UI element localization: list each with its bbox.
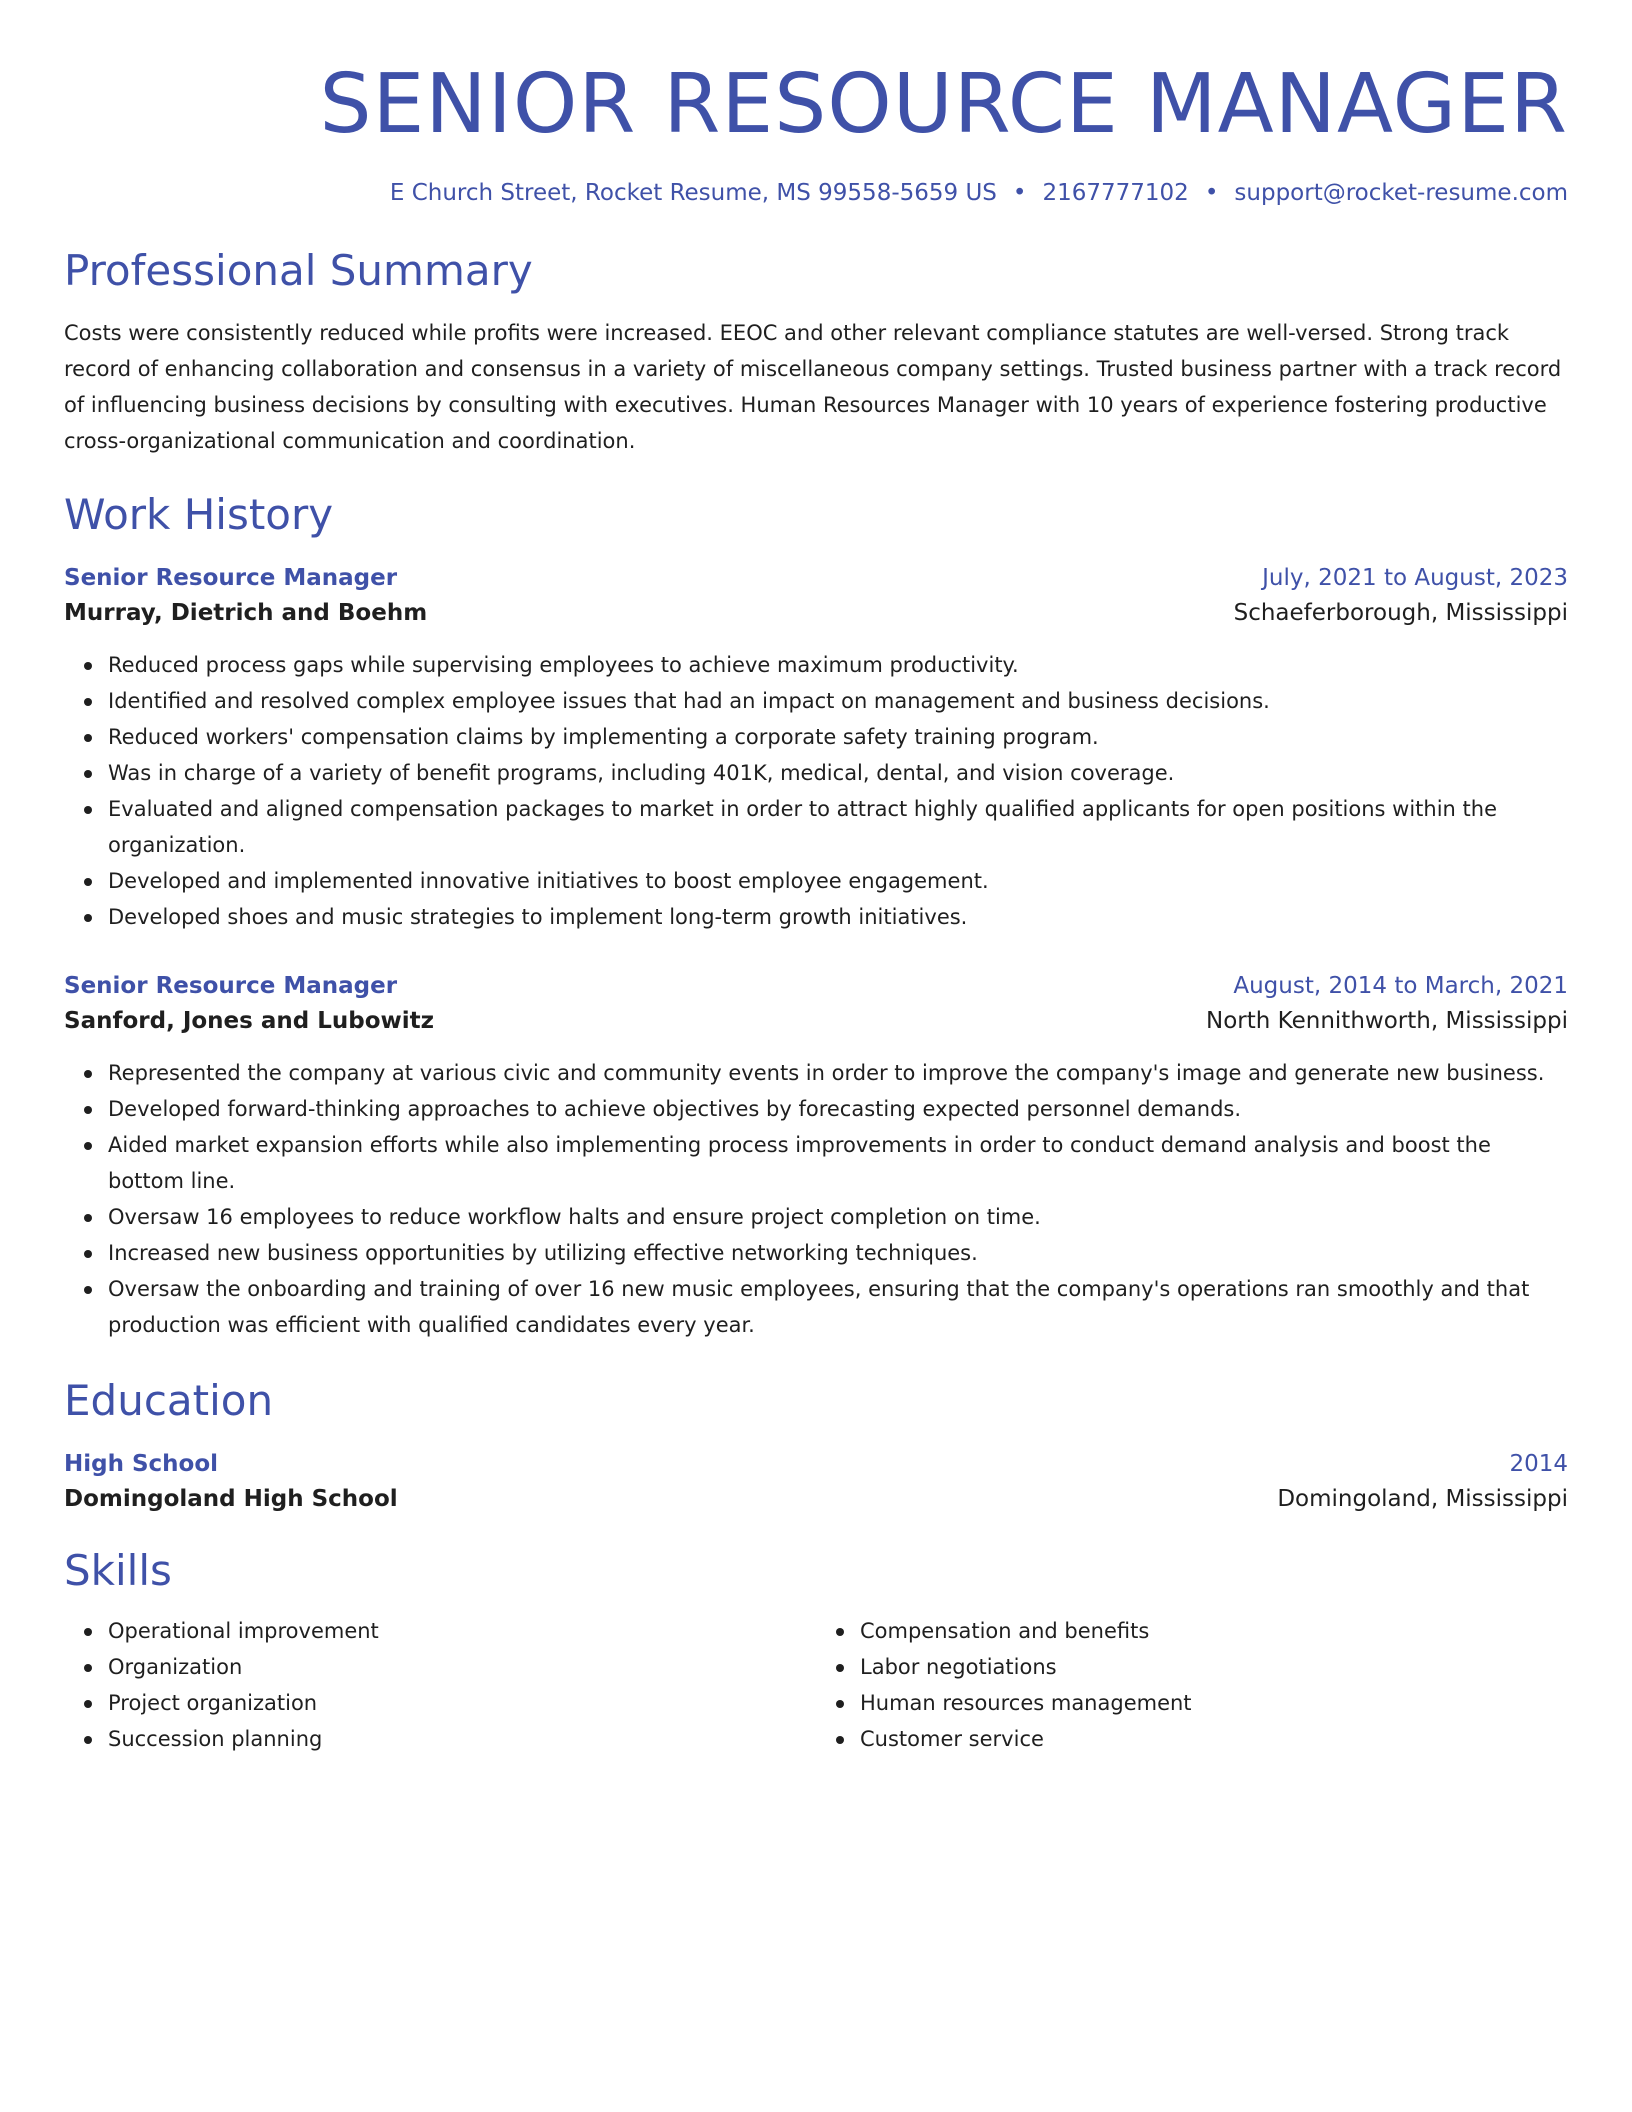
skill-item: Labor negotiations: [860, 1649, 1568, 1685]
job-bullet: Reduced workers' compensation claims by implementing a corporate safety training program.: [108, 719, 1568, 755]
skill-item: Customer service: [860, 1721, 1568, 1757]
education-school-row: [64, 1481, 1568, 1517]
job-bullet: Developed shoes and music strategies to implement long-term growth initiatives.: [108, 899, 1568, 935]
job-bullet: Oversaw 16 employees to reduce workflow halts and ensure project completion on time.: [108, 1199, 1568, 1235]
job-role: Senior Resource Manager: [64, 565, 398, 591]
job-bullet: Evaluated and aligned compensation packages to market in order to attract highly qualified applicants for open positions within the organization.: [108, 791, 1568, 863]
skill-item: Human resources management: [860, 1685, 1568, 1721]
job-bullet: Oversaw the onboarding and training of over 16 new music employees, ensuring that the company's operations ran smoothly and that production was efficient with qualified candidates every year.: [108, 1271, 1568, 1343]
section-heading-education: Education: [64, 1376, 274, 1425]
job-company-row: [64, 1003, 1568, 1039]
contact-email: support@rocket-resume.com: [1234, 180, 1568, 206]
job-bullet: Developed forward-thinking approaches to achieve objectives by forecasting expected personnel demands.: [108, 1091, 1568, 1127]
job-bullet: Identified and resolved complex employee issues that had an impact on management and business decisions.: [108, 683, 1568, 719]
skill-item: Organization: [108, 1649, 816, 1685]
education-location: Domingoland, Mississippi: [1277, 1486, 1568, 1512]
job-bullet-list: [64, 1055, 1568, 1343]
job-bullet: Increased new business opportunities by utilizing effective networking techniques.: [108, 1235, 1568, 1271]
skills-grid: [64, 1613, 1568, 1757]
section-heading-summary: Professional Summary: [64, 246, 533, 295]
job-location: Schaeferborough, Mississippi: [1233, 600, 1568, 626]
job-header-row: [64, 561, 1568, 595]
contact-separator: •: [1012, 180, 1027, 206]
education-year: 2014: [1509, 1451, 1568, 1477]
job-company-row: [64, 595, 1568, 631]
contact-address: E Church Street, Rocket Resume, MS 99558-5659 US: [389, 180, 997, 206]
job-company: Murray, Dietrich and Boehm: [64, 600, 428, 626]
job-header-row: [64, 969, 1568, 1003]
job-bullet: Developed and implemented innovative initiatives to boost employee engagement.: [108, 863, 1568, 899]
contact-separator: •: [1204, 180, 1219, 206]
contact-line: [64, 177, 1568, 209]
section-heading-skills: Skills: [64, 1546, 172, 1595]
job-bullet: Represented the company at various civic and community events in order to improve the company's image and generate new business.: [108, 1055, 1568, 1091]
job-bullet-list: [64, 647, 1568, 935]
skills-column-right: [816, 1613, 1568, 1757]
education-degree: High School: [64, 1451, 219, 1477]
job-location: North Kennithworth, Mississippi: [1206, 1008, 1568, 1034]
skill-item: Operational improvement: [108, 1613, 816, 1649]
job-entry: [64, 561, 1568, 935]
skill-item: Succession planning: [108, 1721, 816, 1757]
education-school: Domingoland High School: [64, 1486, 398, 1512]
resume-title: SENIOR RESOURCE MANAGER: [319, 57, 1568, 152]
contact-phone: 2167777102: [1042, 180, 1189, 206]
skill-item: Project organization: [108, 1685, 816, 1721]
job-dates: July, 2021 to August, 2023: [1262, 565, 1568, 591]
summary-text: Costs were consistently reduced while profits were increased. EEOC and other relevant compliance statutes are well-versed. Strong track record of enhancing collaboration and consensus in a variety of miscellaneous company settings. Trusted business partner with a track record of influencing business decisions by consulting with executives. Human Resources Manager with 10 years of experience fostering productive cross-organizational communication and coordination.: [64, 321, 1562, 453]
job-entry: [64, 969, 1568, 1343]
job-role: Senior Resource Manager: [64, 973, 398, 999]
job-bullet: Was in charge of a variety of benefit programs, including 401K, medical, dental, and vision coverage.: [108, 755, 1568, 791]
job-dates: August, 2014 to March, 2021: [1233, 973, 1568, 999]
skills-column-left: [64, 1613, 816, 1757]
education-entry: [64, 1447, 1568, 1517]
job-bullet: Reduced process gaps while supervising employees to achieve maximum productivity.: [108, 647, 1568, 683]
section-heading-work-history: Work History: [64, 490, 334, 539]
skill-item: Compensation and benefits: [860, 1613, 1568, 1649]
education-header-row: [64, 1447, 1568, 1481]
job-bullet: Aided market expansion efforts while also implementing process improvements in order to conduct demand analysis and boost the bottom line.: [108, 1127, 1568, 1199]
job-company: Sanford, Jones and Lubowitz: [64, 1008, 435, 1034]
